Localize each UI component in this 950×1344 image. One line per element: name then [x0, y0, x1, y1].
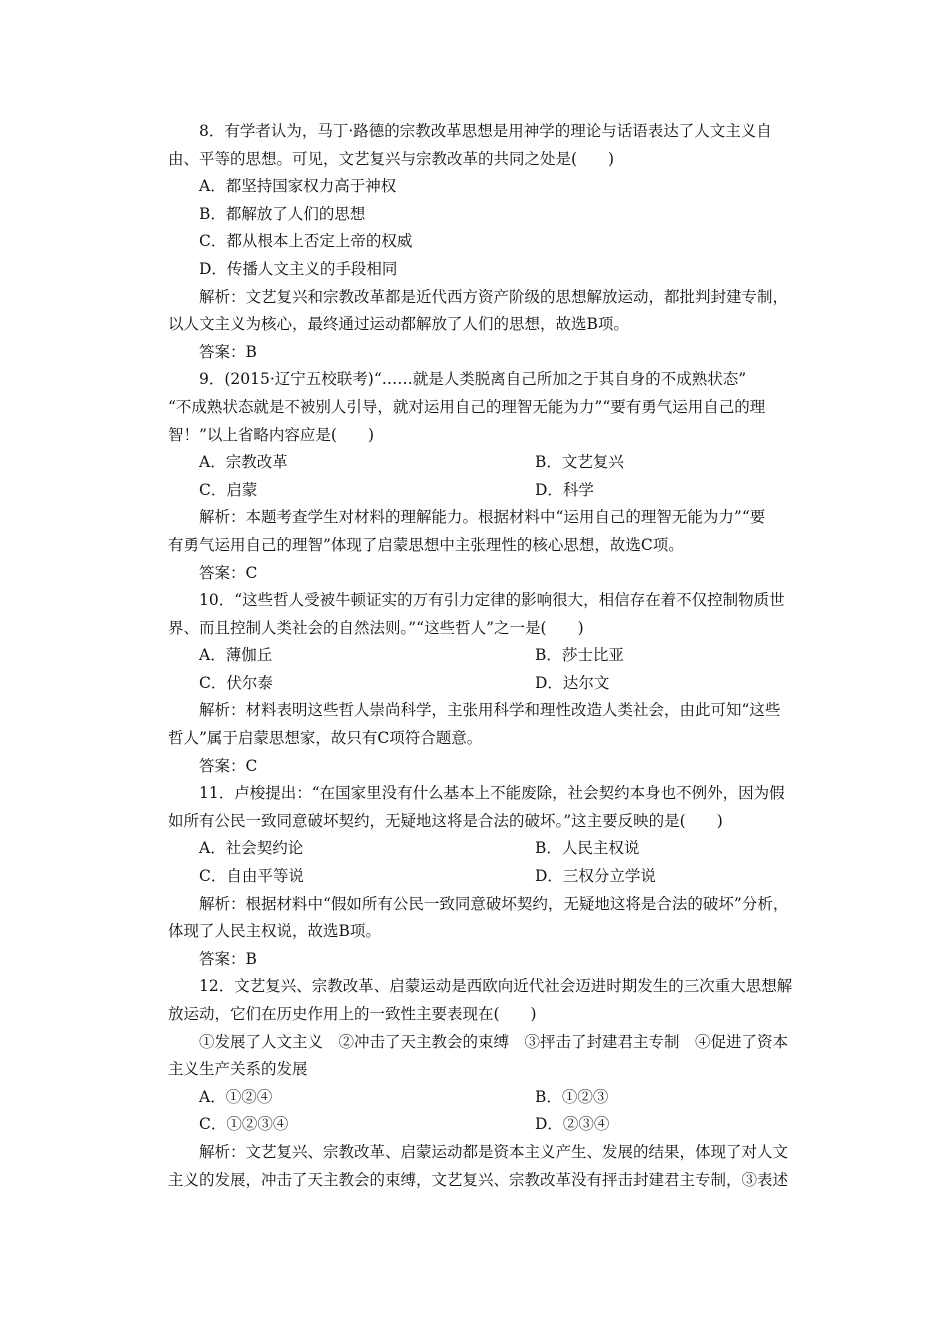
option-b: B．①②③ [535, 1087, 609, 1106]
option-row [168, 642, 792, 670]
option-row [168, 477, 792, 505]
option-b: B．文艺复兴 [535, 453, 624, 472]
option-d: D．三权分立学说 [535, 867, 656, 886]
question-stem-line: “不成熟状态就是不被别人引导，就对运用自己的理智无能为力”“要有勇气运用自己的理 [168, 397, 766, 416]
question-11 [168, 780, 792, 973]
analysis-line: 解析：材料表明这些哲人崇尚科学，主张用科学和理性改造人类社会，由此可知“这些 [199, 701, 781, 720]
question-stem-line: 主义生产关系的发展 [168, 1060, 308, 1079]
analysis-line: 体现了人民主权说，故选B项。 [168, 922, 381, 941]
analysis-line: 解析：本题考查学生对材料的理解能力。根据材料中“运用自己的理智无能为力”“要 [199, 508, 766, 527]
analysis-line: 解析：文艺复兴、宗教改革、启蒙运动都是资本主义产生、发展的结果，体现了对人文 [199, 1142, 789, 1161]
question-stem-line: 12．文艺复兴、宗教改革、启蒙运动是西欧向近代社会迈进时期发生的三次重大思想解 [199, 977, 793, 996]
question-stem-line: 由、平等的思想。可见，文艺复兴与宗教改革的共同之处是( ) [168, 149, 615, 168]
option-b: B．都解放了人们的思想 [199, 204, 366, 223]
option-d: D．传播人文主义的手段相同 [199, 259, 398, 278]
option-row [168, 670, 792, 698]
option-a: A．薄伽丘 [199, 646, 273, 665]
question-stem-line: 放运动，它们在历史作用上的一致性主要表现在( ) [168, 1005, 537, 1023]
analysis-line: 主义的发展，冲击了天主教会的束缚，文艺复兴、宗教改革没有抨击封建君主专制，③表述 [168, 1170, 789, 1189]
question-stem-line: 11．卢梭提出：“在国家里没有什么基本上不能废除，社会契约本身也不例外，因为假 [199, 784, 785, 803]
option-a: A．都坚持国家权力高于神权 [199, 177, 397, 196]
option-b: B．人民主权说 [535, 839, 640, 858]
option-a: A．社会契约论 [199, 839, 304, 858]
question-stem-line: 10．“这些哲人受被牛顿证实的万有引力定律的影响很大，相信存在着不仅控制物质世 [199, 591, 785, 610]
option-b: B．莎士比亚 [535, 646, 624, 665]
question-stem-line: 界、而且控制人类社会的自然法则。”“这些哲人”之一是( ) [168, 618, 584, 637]
option-row [168, 1111, 792, 1139]
question-8 [168, 118, 792, 366]
option-c: C．伏尔泰 [199, 673, 273, 692]
question-10 [168, 587, 792, 780]
question-list [168, 118, 792, 1194]
question-9 [168, 366, 792, 587]
option-row [168, 449, 792, 477]
option-d: D．②③④ [535, 1115, 610, 1134]
question-12 [168, 973, 792, 1194]
answer: 答案：C [199, 563, 258, 582]
question-stem-line: ①发展了人文主义 ②冲击了天主教会的束缚 ③抨击了封建君主专制 ④促进了资本 [199, 1032, 789, 1051]
option-c: C．都从根本上否定上帝的权威 [199, 232, 413, 251]
analysis-line: 哲人”属于启蒙思想家，故只有C项符合题意。 [168, 729, 483, 748]
option-row [168, 835, 792, 863]
question-stem-line: 如所有公民一致同意破坏契约，无疑地这将是合法的破坏。”这主要反映的是( ) [168, 811, 723, 830]
question-stem-line: 9．(2015·辽宁五校联考)“……就是人类脱离自己所加之于其自身的不成熟状态” [199, 370, 747, 389]
option-c: C．①②③④ [199, 1115, 289, 1134]
option-a: A．宗教改革 [199, 453, 288, 472]
option-d: D．达尔文 [535, 673, 610, 692]
option-a: A．①②④ [199, 1087, 273, 1106]
answer: 答案：B [199, 342, 257, 361]
analysis-line: 解析：根据材料中“假如所有公民一致同意破坏契约，无疑地这将是合法的破坏”分析， [199, 894, 789, 913]
question-stem-line: 智！”以上省略内容应是( ) [168, 425, 375, 444]
option-c: C．自由平等说 [199, 867, 304, 886]
option-row [168, 1084, 792, 1112]
option-c: C．启蒙 [199, 480, 258, 499]
question-stem-line: 8．有学者认为，马丁·路德的宗教改革思想是用神学的理论与话语表达了人文主义自 [199, 122, 772, 140]
option-row [168, 863, 792, 891]
analysis-line: 以人文主义为核心，最终通过运动都解放了人们的思想，故选B项。 [168, 315, 629, 334]
option-d: D．科学 [535, 480, 594, 499]
analysis-line: 解析：文艺复兴和宗教改革都是近代西方资产阶级的思想解放运动，都批判封建专制， [199, 287, 789, 306]
answer: 答案：B [199, 949, 257, 968]
answer: 答案：C [199, 756, 258, 775]
analysis-line: 有勇气运用自己的理智”体现了启蒙思想中主张理性的核心思想，故选C项。 [168, 535, 684, 554]
